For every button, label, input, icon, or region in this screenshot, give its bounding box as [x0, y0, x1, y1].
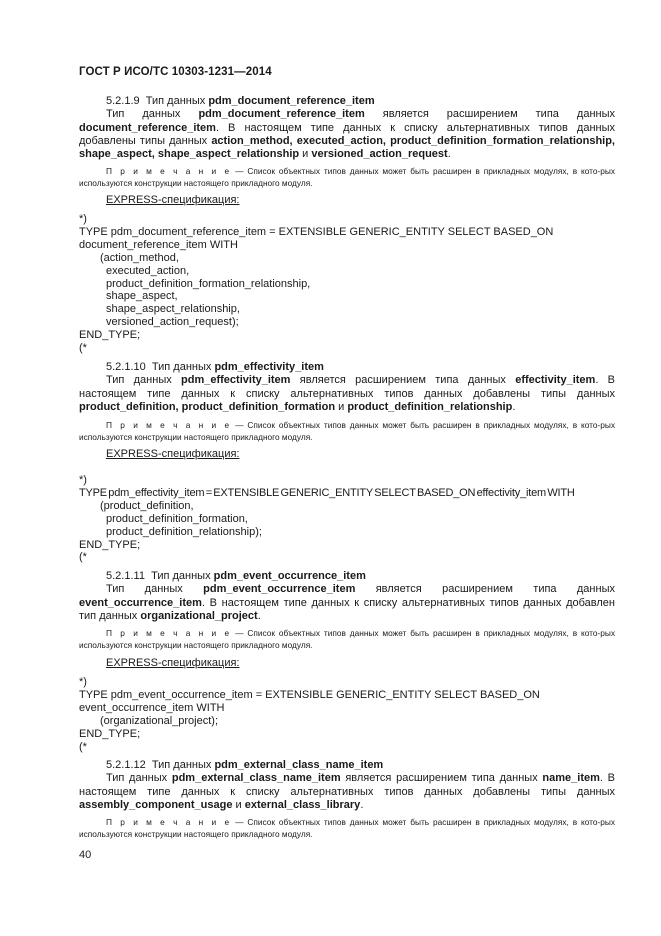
document-header: ГОСТ Р ИСО/ТС 10303-1231—2014: [79, 66, 272, 78]
note-4: П р и м е ч а н и е — Список объектных типов данных может быть расширен в прикладных модулях, в кото-рых используются конструкции настоящего прикладного модуля.: [79, 817, 615, 840]
express-spec-label-2: EXPRESS-спецификация:: [106, 448, 240, 460]
page-number: 40: [79, 849, 92, 861]
section-description: Тип данных pdm_event_occurrence_item является расширением типа данных event_occurrence_item. В настоящем типе данных к списку альтернативных типов данных добавлен тип данных organizational_project.: [79, 583, 615, 622]
express-code-3: *) TYPE pdm_event_occurrence_item = EXTENSIBLE GENERIC_ENTITY SELECT BASED_ON event_occurrence_item WITH (organizational_project); END_TYPE; (*: [79, 676, 540, 753]
section-description: Тип данных pdm_effectivity_item является расширением типа данных effectivity_item. В настоящем типе данных к списку альтернативных типов данных добавлены типы данных product_definition, product_definition_formation и product_definition_relationship.: [79, 374, 616, 413]
section-description: Тип данных pdm_document_reference_item является расширением типа данных document_reference_item. В настоящем типе данных к списку альтернативных типов данных добавлены типы данных action_method, executed_action, product_definition_formation_relationship, shape_aspect, shape_aspect_relationship и versioned_action_request.: [79, 108, 615, 161]
express-spec-label-1: EXPRESS-спецификация:: [106, 194, 240, 206]
section-5-2-1-11: [79, 570, 615, 623]
note-2: П р и м е ч а н и е — Список объектных типов данных может быть расширен в прикладных модулях, в кото-рых используются конструкции настоящего прикладного модуля.: [79, 420, 615, 443]
section-heading: 5.2.1.11 Тип данных pdm_event_occurrence_item: [106, 570, 366, 582]
note-1: П р и м е ч а н и е — Список объектных типов данных может быть расширен в прикладных модулях, в кото-рых используются конструкции настоящего прикладного модуля.: [79, 166, 615, 189]
section-heading: 5.2.1.9 Тип данных pdm_document_reference_item: [106, 95, 375, 107]
section-5-2-1-10: [79, 361, 615, 414]
express-code-1: *) TYPE pdm_document_reference_item = EXTENSIBLE GENERIC_ENTITY SELECT BASED_ON document_reference_item WITH (action_method, executed_action, product_definition_formation_relationship, shape_aspect, shape_aspect_relationship, versioned_action_request); END_TYPE; (*: [79, 213, 554, 355]
section-5-2-1-12: [79, 759, 615, 812]
section-heading: 5.2.1.12 Тип данных pdm_external_class_name_item: [106, 759, 384, 771]
express-code-2: *) TYPE pdm_effectivity_item = EXTENSIBLE GENERIC_ENTITY SELECT BASED_ON effectivity_item WITH (product_definition, product_definition_formation, product_definition_relationship); END_TYPE; (*: [79, 474, 575, 564]
note-3: П р и м е ч а н и е — Список объектных типов данных может быть расширен в прикладных модулях, в кото-рых используются конструкции настоящего прикладного модуля.: [79, 628, 615, 651]
section-description: Тип данных pdm_external_class_name_item является расширением типа данных name_item. В настоящем типе данных к списку альтернативных типов данных добавлены типы данных assembly_component_usage и external_class_library.: [79, 772, 616, 811]
section-5-2-1-9: [79, 95, 615, 161]
express-spec-label-3: EXPRESS-спецификация:: [106, 657, 240, 669]
section-heading: 5.2.1.10 Тип данных pdm_effectivity_item: [106, 361, 324, 373]
